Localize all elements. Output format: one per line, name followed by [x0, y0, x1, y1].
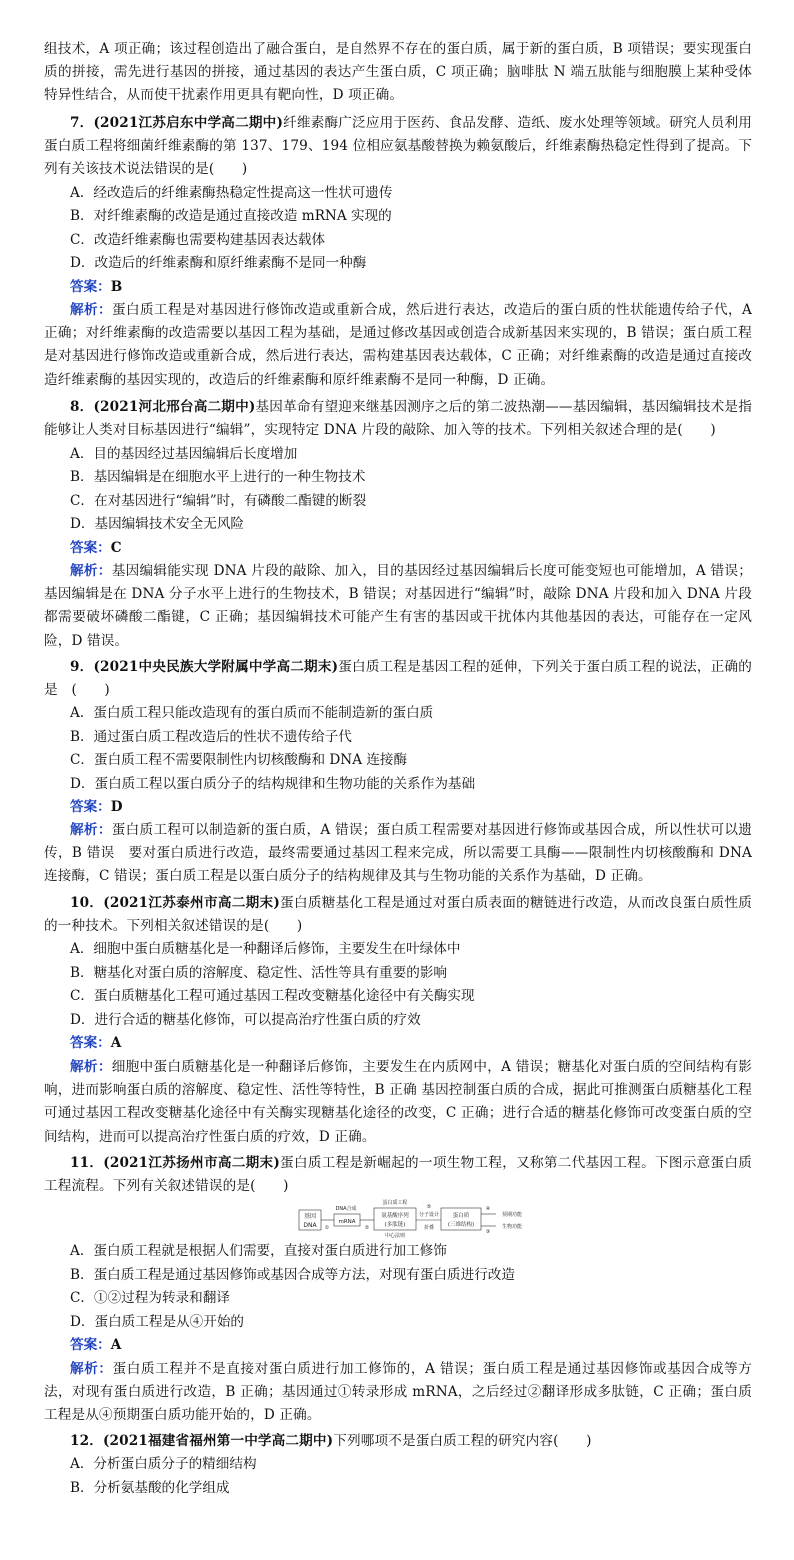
- 3d-structure-label: (三维结构): [447, 1222, 475, 1228]
- explanation-label: 解析：: [70, 1059, 112, 1075]
- answer-line: [70, 796, 123, 819]
- protein-engineering-flow-diagram: [298, 1198, 538, 1240]
- option-d: D．进行合适的糖基化修饰，可以提高治疗性蛋白质的疗效: [70, 1012, 421, 1028]
- question-11-explanation: [44, 1358, 752, 1428]
- explanation-label: 解析：: [70, 1361, 113, 1377]
- option-d: D．改造后的纤维素酶和原纤维素酶不是同一种酶: [70, 255, 367, 271]
- question-text: 蛋白质工程是基因工程的延伸，下列关于蛋白质工程的说法，正确的是 ( ): [44, 659, 752, 699]
- option-b: B．蛋白质工程是通过基因修饰或基因合成等方法，对现有蛋白质进行改造: [70, 1267, 515, 1283]
- question-number: 12．: [70, 1433, 103, 1449]
- option-a: A．经改造后的纤维素酶热稳定性提高这一性状可遗传: [70, 185, 393, 201]
- previous-explanation-tail: 组技术，A 项正确；该过程创造出了融合蛋白，是自然界不存在的蛋白质，属于新的蛋白质，B 项错误；要实现蛋白质的拼接，需先进行基因的拼接，通过基因的表达产生蛋白质，C 项正确；脑啡肽 N 端五肽能与细胞膜上某种受体特异性结合，从而使干扰素作用更具有靶向性，D 项正确。: [44, 41, 752, 104]
- explanation-text: 蛋白质工程并不是直接对蛋白质进行加工修饰的，A 错误；蛋白质工程是通过基因修饰或基因合成等方法，对现有蛋白质进行改造，B 正确；基因通过①转录形成 mRNA，之后经过②翻译形成多肽链，C 正确；蛋白质工程是从④预期蛋白质功能开始的，D 正确。: [44, 1361, 752, 1424]
- option-c: C．蛋白质工程不需要限制性内切核酸酶和 DNA 连接酶: [70, 752, 408, 768]
- answer-line: [70, 1032, 121, 1055]
- option-c: C．改造纤维素酶也需要构建基因表达载体: [70, 232, 326, 248]
- step-5-marker: ⑤: [426, 1204, 432, 1210]
- option-d: D．蛋白质工程以蛋白质分子的结构规律和生物功能的关系作为基础: [70, 776, 476, 792]
- option-b: B．通过蛋白质工程改造后的性状不遗传给子代: [70, 729, 352, 745]
- question-source: (2021江苏启东中学高二期中): [93, 115, 284, 131]
- answer-value: B: [110, 279, 123, 295]
- option-c: C．①②过程为转录和翻译: [70, 1290, 230, 1306]
- protein-box-label: 蛋白质: [452, 1213, 470, 1219]
- question-number: 7．: [70, 115, 94, 131]
- answer-value: C: [110, 540, 122, 556]
- question-number: 8．: [70, 399, 94, 415]
- option-b: B．基因编辑是在细胞水平上进行的一种生物技术: [70, 469, 366, 485]
- option-a: A．分析蛋白质分子的精细结构: [70, 1456, 257, 1472]
- dna-synthesis-label: DNA合成: [335, 1206, 357, 1212]
- answer-label: 答案：: [70, 799, 111, 815]
- biological-function-label: 生物功能: [501, 1224, 523, 1230]
- explanation-text: 蛋白质工程可以制造新的蛋白质，A 错误；蛋白质工程需要对基因进行修饰或基因合成，所以性状可以遗传，B 错误 要对蛋白质进行改造，最终需要通过基因工程来完成，所以需要工具酶——限制性内切核酸酶和 DNA 连接酶，C 错误；蛋白质工程是以蛋白质分子的结构规律及其与生物功能的关系作为基础，D 正确。: [44, 822, 753, 885]
- question-source: (2021江苏扬州市高二期末): [103, 1155, 280, 1171]
- question-9-explanation: [44, 819, 752, 889]
- mrna-box-label: mRNA: [338, 1219, 356, 1225]
- option-a: A．蛋白质工程就是根据人们需要，直接对蛋白质进行加工修饰: [70, 1243, 447, 1259]
- option-d: D．蛋白质工程是从④开始的: [70, 1314, 245, 1330]
- question-8-stem: [44, 396, 752, 442]
- question-text: 基因革命有望迎来继基因测序之后的第二波热潮——基因编辑，基因编辑技术是指能够让人类对目标基因进行“编辑”，实现特定 DNA 片段的敲除、加入等的技术。下列相关叙述合理的是( ): [44, 399, 752, 439]
- question-12-stem: [44, 1430, 752, 1453]
- option-b: B．对纤维素酶的改造是通过直接改造 mRNA 实现的: [70, 208, 392, 224]
- explanation-label: 解析：: [70, 302, 113, 318]
- question-source: (2021河北邢台高二期中): [93, 399, 256, 415]
- question-9-stem: [44, 656, 752, 702]
- question-source: (2021江苏泰州市高二期末): [103, 895, 280, 911]
- question-7-explanation: [44, 299, 752, 392]
- question-7-stem: [44, 112, 752, 182]
- question-text: 纤维素酶广泛应用于医药、食品发酵、造纸、废水处理等领域。研究人员利用蛋白质工程将细菌纤维素酶的第 137、179、194 位相应氨基酸替换为赖氨酸后，纤维素酶热稳定性得到了提高。下列有关该技术说法错误的是( ): [44, 115, 752, 178]
- question-number: 11．: [70, 1155, 104, 1171]
- answer-label: 答案：: [70, 279, 111, 295]
- molecular-design-label: 分子设计: [418, 1212, 440, 1218]
- dna-box-label: DNA: [303, 1222, 317, 1229]
- option-a: A．细胞中蛋白质糖基化是一种翻译后修饰，主要发生在叶绿体中: [70, 941, 461, 957]
- answer-line: [70, 537, 122, 560]
- question-text: 蛋白质糖基化工程是通过对蛋白质表面的糖链进行改造，从而改良蛋白质性质的一种技术。下列相关叙述错误的是( ): [44, 895, 752, 935]
- polypeptide-label: (多肽链): [384, 1222, 406, 1228]
- explanation-text: 细胞中蛋白质糖基化是一种翻译后修饰，主要发生在内质网中，A 错误；糖基化对蛋白质的空间结构有影响，进而影响蛋白质的溶解度、稳定性、活性等特性，B 正确 基因控制蛋白质的合成，据此可推测蛋白质糖基化工程可通过基因工程改变糖基化途径中有关酶实现糖基化途径的改变，C 正确；进行合适的糖基化修饰可改变蛋白质的空间结构，进而可以提高治疗性蛋白质的疗效，D 正确。: [44, 1059, 753, 1145]
- amino-acid-sequence-label: 氨基酸序列: [381, 1213, 409, 1219]
- question-number: 9．: [70, 659, 94, 675]
- question-source: (2021中央民族大学附属中学高二期末): [93, 659, 339, 675]
- answer-line: [70, 1334, 121, 1357]
- explanation-label: 解析：: [70, 563, 112, 579]
- central-dogma-label: 中心法则: [384, 1233, 406, 1239]
- explanation-text: 蛋白质工程是对基因进行修饰改造或重新合成，然后进行表达，改造后的蛋白质的性状能遗传给子代，A 正确；对纤维素酶的改造需要以基因工程为基础，是通过修改基因或创造合成新基因来实现的，B 错误；蛋白质工程是对基因进行修饰改造或重新合成，然后进行表达，需构建基因表达载体，C 正确；对纤维素酶的改造是通过直接改造纤维素酶的基因实现的，改造后的纤维素酶和原纤维素酶不是同一种酶，D 正确。: [44, 302, 753, 388]
- answer-line: [70, 276, 122, 299]
- question-text: 下列哪项不是蛋白质工程的研究内容( ): [333, 1433, 592, 1449]
- expected-function-label: 预期功能: [501, 1212, 523, 1218]
- option-a: A．蛋白质工程只能改造现有的蛋白质而不能制造新的蛋白质: [70, 705, 434, 721]
- option-c: C．在对基因进行“编辑”时，有磷酸二酯键的断裂: [70, 493, 367, 509]
- question-10-stem: [44, 892, 752, 938]
- explanation-text: 基因编辑能实现 DNA 片段的敲除、加入，目的基因经过基因编辑后长度可能变短也可能增加，A 错误；基因编辑是在 DNA 分子水平上进行的生物技术，B 错误；对基因进行“编辑”时，敲除 DNA 片段和加入 DNA 片段都需要破坏磷酸二酯键，C 正确；基因编辑技术可能产生有害的基因或干扰体内其他基因的表达，可能存在一定风险，D 错误。: [44, 563, 752, 649]
- option-b: B．糖基化对蛋白质的溶解度、稳定性、活性等具有重要的影响: [70, 965, 448, 981]
- question-8-explanation: [44, 560, 752, 653]
- explanation-label: 解析：: [70, 822, 112, 838]
- answer-value: D: [110, 799, 123, 815]
- gene-box-label: 基因: [303, 1213, 317, 1220]
- question-source: (2021福建省福州第一中学高二期中): [102, 1433, 334, 1449]
- question-11-stem: [44, 1152, 752, 1198]
- question-number: 10．: [70, 895, 104, 911]
- answer-value: A: [110, 1337, 122, 1353]
- step-4-marker: ④: [485, 1206, 491, 1212]
- step-1-marker: ①: [324, 1225, 330, 1231]
- protein-engineering-label: 蛋白质工程: [382, 1200, 408, 1206]
- folding-label: 折叠: [423, 1225, 435, 1231]
- answer-label: 答案：: [70, 1035, 111, 1051]
- answer-label: 答案：: [70, 1337, 111, 1353]
- step-2-marker: ②: [364, 1225, 370, 1231]
- answer-value: A: [110, 1035, 122, 1051]
- question-10-explanation: [44, 1056, 752, 1149]
- option-a: A．目的基因经过基因编辑后长度增加: [70, 446, 298, 462]
- option-d: D．基因编辑技术安全无风险: [70, 516, 245, 532]
- option-b: B．分析氨基酸的化学组成: [70, 1480, 230, 1496]
- question-text: 蛋白质工程是新崛起的一项生物工程，又称第二代基因工程。下图示意蛋白质工程流程。下列有关叙述错误的是( ): [44, 1155, 752, 1195]
- step-3-marker: ③: [485, 1229, 491, 1235]
- answer-label: 答案：: [70, 540, 111, 556]
- option-c: C．蛋白质糖基化工程可通过基因工程改变糖基化途径中有关酶实现: [70, 988, 475, 1004]
